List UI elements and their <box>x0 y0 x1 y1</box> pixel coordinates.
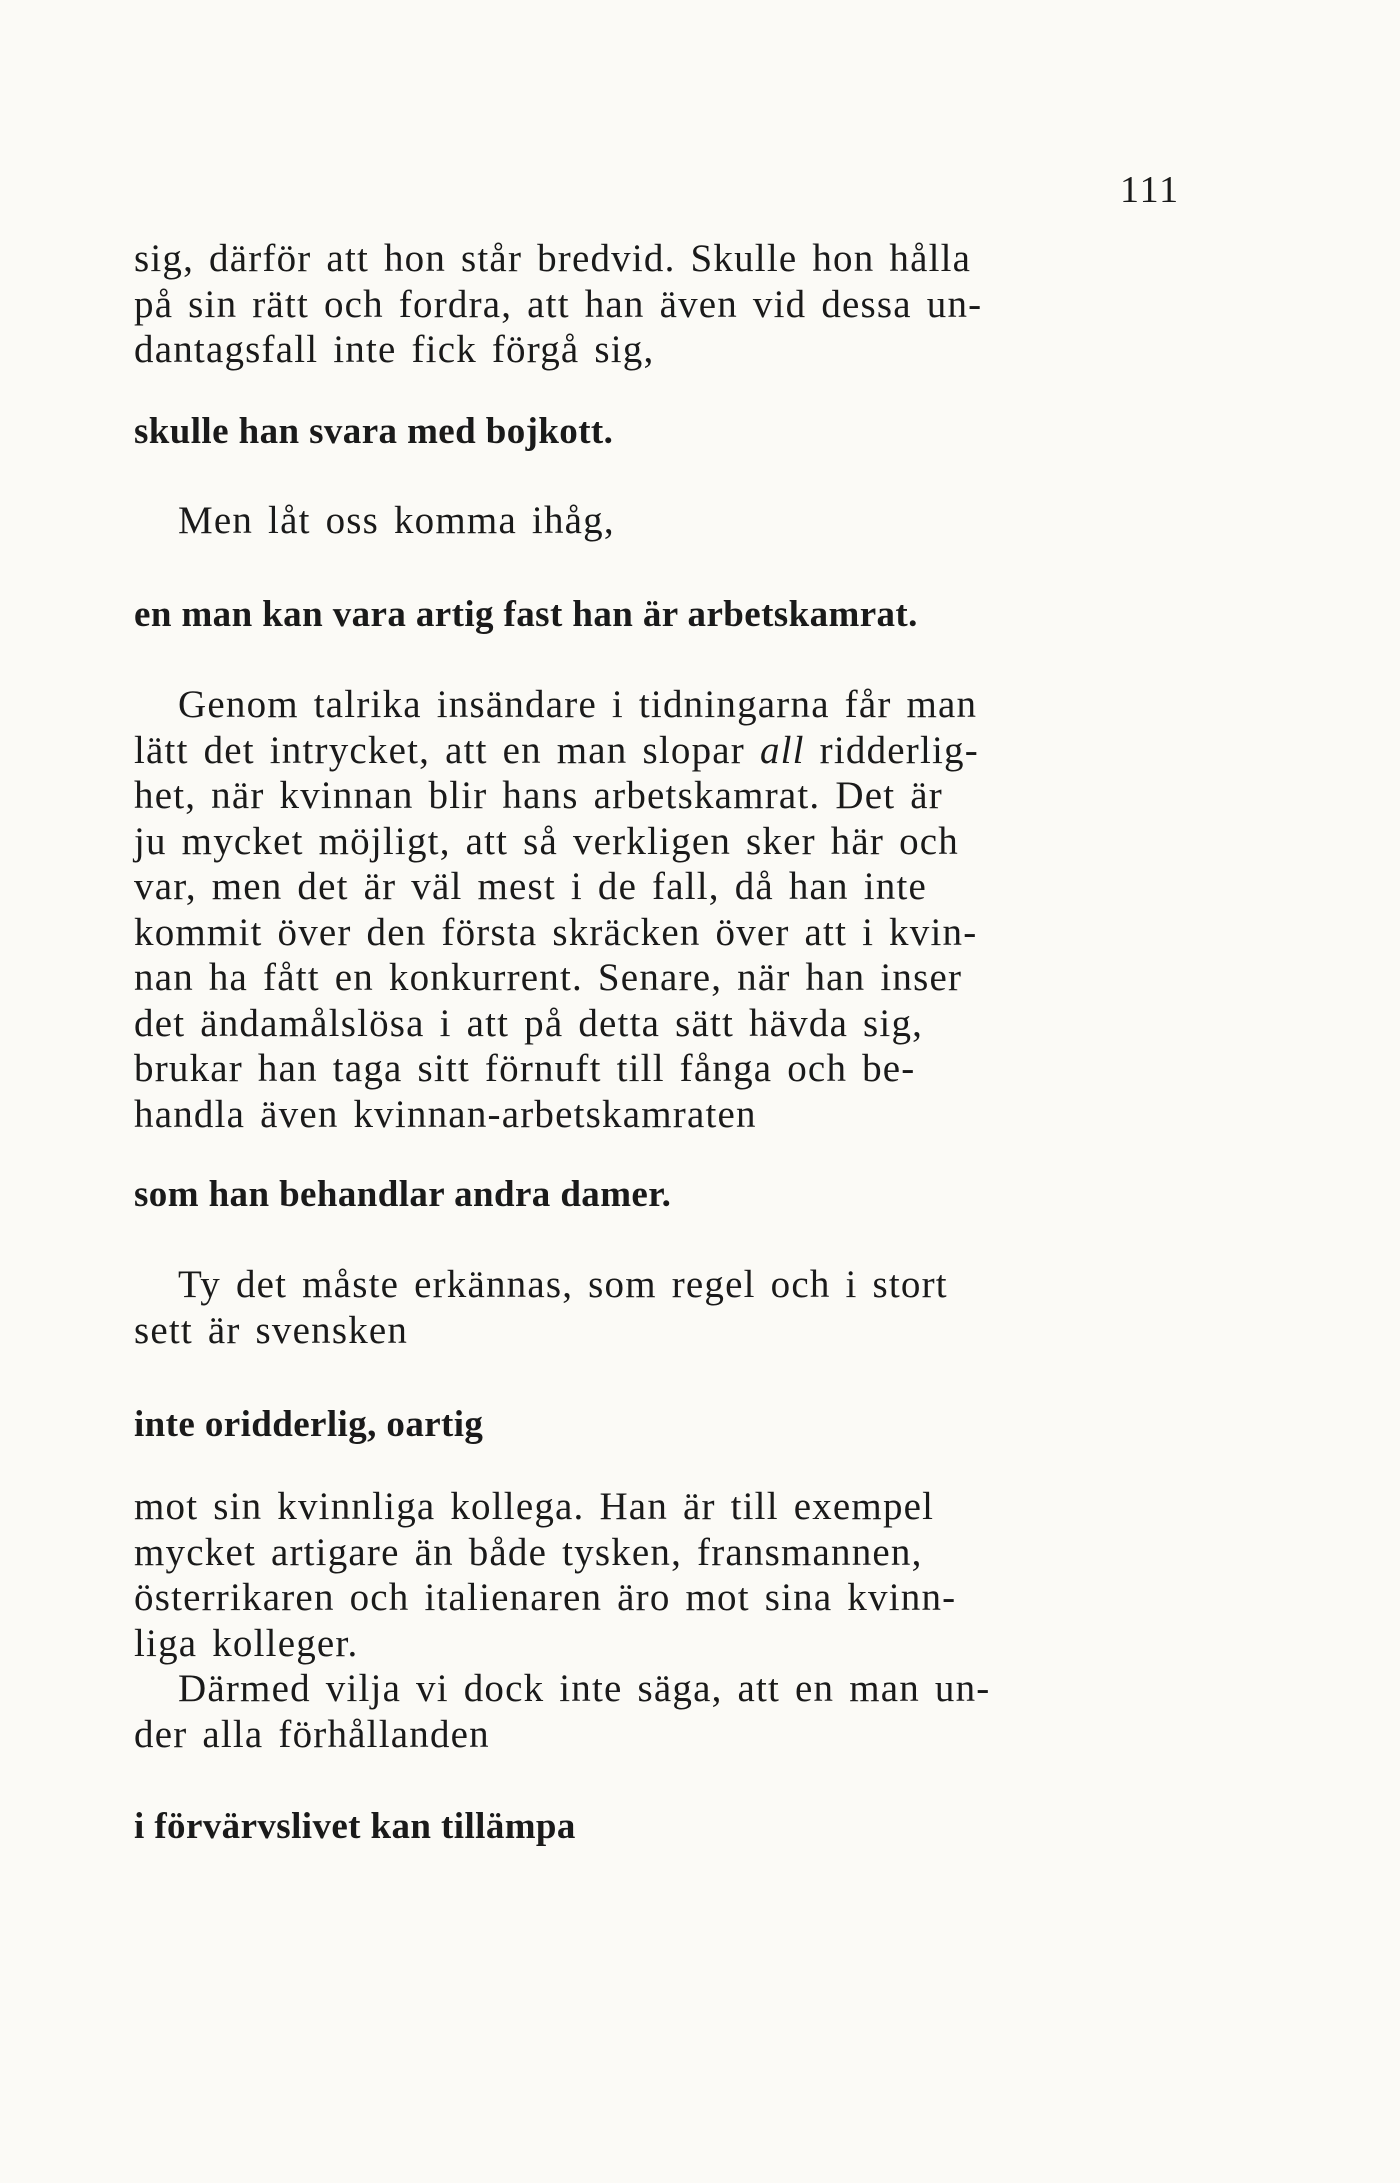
text-line: liga kolleger. <box>134 1621 359 1665</box>
text-line: på sin rätt och fordra, att han även vid dessa un- <box>134 282 983 326</box>
paragraph-1 <box>134 236 1180 373</box>
emphasized-line-1: skulle han svara med bojkott. <box>134 411 614 452</box>
text-line: nan ha fått en konkurrent. Senare, när han inser <box>134 956 963 999</box>
emphasized-line-3: som han behandlar andra damer. <box>134 1174 672 1215</box>
italic-word: all <box>759 728 805 772</box>
text-line: mycket artigare än både tysken, fransmannen, <box>134 1530 923 1574</box>
text-line: brukar han taga sitt förnuft till fånga och be- <box>134 1047 916 1090</box>
text-line <box>134 728 1180 774</box>
text-line: var, men det är väl mest i de fall, då han inte <box>134 865 927 908</box>
text-line: sig, därför att hon står bredvid. Skulle hon hålla <box>134 237 972 280</box>
paragraph-3 <box>134 682 1180 1137</box>
text-line: Men låt oss komma ihåg, <box>178 499 615 542</box>
text-line: der alla förhållanden <box>134 1712 490 1756</box>
emphasized-line-5: i förvärvslivet kan tillämpa <box>134 1806 576 1847</box>
text-line: het, när kvinnan blir hans arbetskamrat. Det är <box>134 774 943 817</box>
emphasized-line-2: en man kan vara artig fast han är arbetskamrat. <box>134 594 918 635</box>
paragraph-5 <box>134 1484 1180 1666</box>
text-line: handla även kvinnan-arbetskamraten <box>134 1092 757 1136</box>
paragraph-2 <box>134 498 1180 544</box>
text-line: Därmed vilja vi dock inte säga, att en man un- <box>178 1667 991 1710</box>
text-segment: lätt det intrycket, att en man slopar <box>134 728 760 772</box>
emphasized-line-4: inte oridderlig, oartig <box>134 1404 484 1445</box>
text-line: dantagsfall inte fick förgå sig, <box>134 328 655 371</box>
page-number: 111 <box>1120 169 1181 211</box>
text-line: ju mycket möjligt, att så verkligen sker här och <box>134 819 959 863</box>
text-segment: ridderlig- <box>804 728 979 772</box>
text-line: mot sin kvinnliga kollega. Han är till exempel <box>134 1485 935 1528</box>
text-line: Ty det måste erkännas, som regel och i stort <box>178 1263 948 1306</box>
text-line: Genom talrika insändare i tidningarna får man <box>178 683 978 726</box>
text-line: österrikaren och italienaren äro mot sina kvinn- <box>134 1576 957 1619</box>
text-line: sett är svensken <box>134 1308 409 1352</box>
paragraph-4 <box>134 1262 1180 1353</box>
paragraph-6 <box>134 1666 1180 1757</box>
text-line: kommit över den första skräcken över att i kvin- <box>134 910 978 954</box>
text-line: det ändamålslösa i att på detta sätt hävda sig, <box>134 1001 924 1045</box>
